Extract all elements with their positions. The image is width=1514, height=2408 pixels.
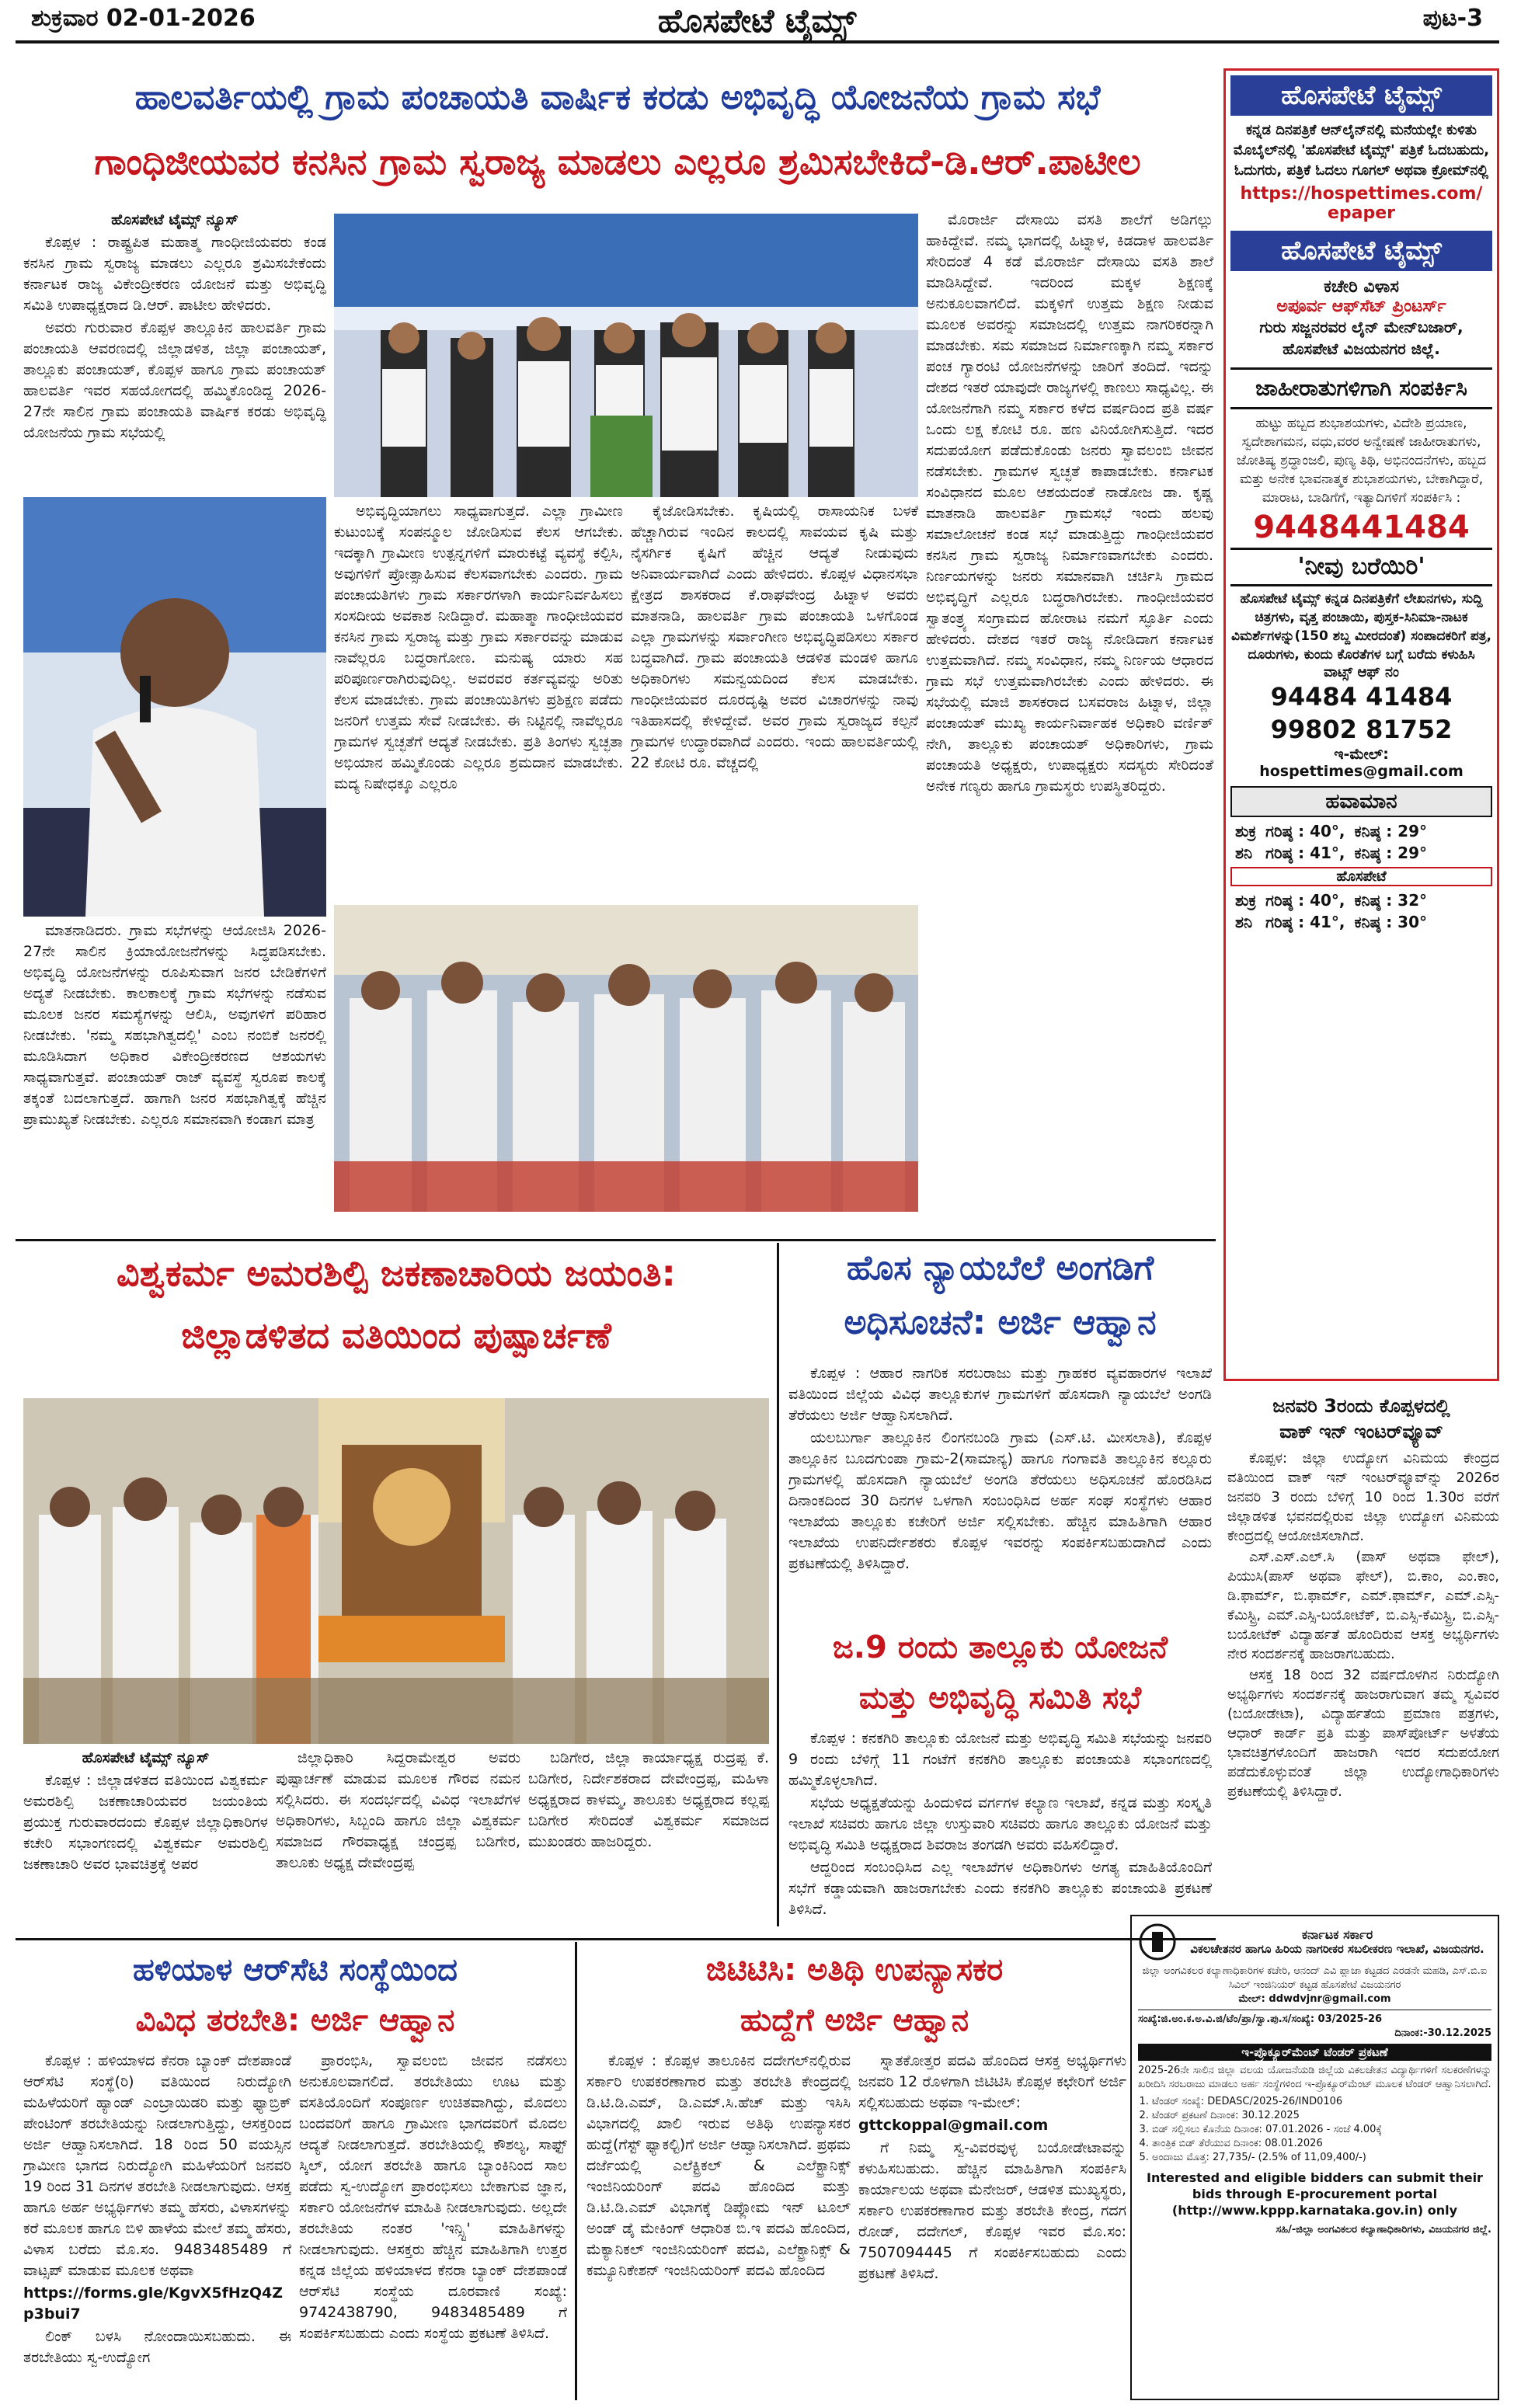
- column-divider: [575, 1942, 577, 2400]
- ads-title: ಜಾಹೀರಾತುಗಳಿಗಾಗಿ ಸಂಪರ್ಕಿಸಿ: [1230, 367, 1492, 409]
- taluk-para: ಆದ್ದರಿಂದ ಸಂಬಂಧಿಸಿದ ಎಲ್ಲ ಇಲಾಖೆಗಳ ಅಧಿಕಾರಿಗಳು ಅಗತ್ಯ ಮಾಹಿತಿಯೊಂದಿಗೆ ಸಭೆಗೆ ಕಡ್ಡಾಯವಾಗಿ ಹಾಜರಾಗಬೇಕು ಎಂದು ಕನಕಗಿರಿ ತಾಲ್ಲೂಕು ಪಂಚಾಯತಿ ಪ್ರಕಟಣೆ ತಿಳಿಸಿದೆ.: [788, 1859, 1212, 1918]
- whatsapp-label: ವಾಟ್ಸ್ ಆಫ್ ನಂ: [1324, 664, 1399, 680]
- gttc-para: ಗೆ ನಿಮ್ಮ ಸ್ವ-ವಿವರವುಳ್ಳ ಬಯೋಡೇಟಾವನ್ನು ಕಳುಹಿಸಬಹುದು. ಹೆಚ್ಚಿನ ಮಾಹಿತಿಗಾಗಿ ಸಂಪರ್ಕಿಸಿ ಕಾರ್ಯಾಲಯ ಅಥವಾ ಮೆನೇಜರ್, ಆಡಳಿತ ಮುಖ್ಯಸ್ಥರು, ಸರ್ಕಾರಿ ಉಪಕರಣಾಗಾರ ಮತ್ತು ತರಬೇತಿ ಕೇಂದ್ರ, ಗದಗ ರೋಡ್, ದದೇಗಲ್, ಕೊಪ್ಪಳ ಇವರ ಮೊ.ಸಂ: 7507094445 ಗೆ ಸಂಪರ್ಕಿಸಬಹುದು ಎಂದು ಪ್ರಕಟಣೆ ತಿಳಿಸಿದೆ.: [858, 2139, 1126, 2282]
- govt-dept: ವಿಕಲಚೇತನರ ಹಾಗೂ ಹಿರಿಯ ನಾಗರೀಕರ ಸಬಲೀಕರಣ ಇಲಾಖೆ, ವಿಜಯನಗರ.: [1190, 1942, 1484, 1956]
- weather-min: ಕನಿಷ್ಠ : 29°: [1354, 844, 1427, 862]
- weather-title: ಹವಾಮಾನ: [1230, 786, 1492, 817]
- gttc-para: ಕೊಪ್ಪಳ : ಕೊಪ್ಪಳ ತಾಲೂಕಿನ ದದೇಗಲ್‌ನಲ್ಲಿರುವ ಸರ್ಕಾರಿ ಉಪಕರಣಾಗಾರ ಮತ್ತು ತರಬೇತಿ ಕೇಂದ್ರದಲ್ಲಿ ಡಿ.ಟಿ.ಡಿ.ಎಮ್, ಡಿ.ಎಮ್.ಸಿ.ಹೆಚ್ ಮತ್ತು ಇಸಿಸಿ ವಿಭಾಗದಲ್ಲಿ ಖಾಲಿ ಇರುವ ಅತಿಥಿ ಉಪನ್ಯಾಸಕರ ಹುದ್ದೆ(ಗೆಸ್ಟ್ ಫ್ಯಾಕಲ್ಟಿ)ಗೆ ಅರ್ಜಿ ಆಹ್ವಾನಿಸಲಾಗಿದೆ. ಪ್ರಥಮ ದರ್ಜೆಯಲ್ಲಿ ಎಲೆಕ್ಟ್ರಿಕಲ್ & ಎಲೆಕ್ಟ್ರಾನಿಕ್ಸ್ ಇಂಜಿನಿಯರಿಂಗ್ ಪದವಿ ಹೊಂದಿದ ಮತ್ತು ಡಿ.ಟಿ.ಡಿ.ಎಮ್ ವಿಭಾಗಕ್ಕೆ ಡಿಪ್ಲೋಮ ಇನ್ ಟೂಲ್ ಅಂಡ್ ಡೈ ಮೇಕಿಂಗ್ ಆಧಾರಿತ ಬಿ.ಇ ಪದವಿ ಹೊಂದಿದ, ಮೆಕ್ಯಾನಿಕಲ್ ಇಂಜಿನಿಯರಿಂಗ್ ಪದವಿ, ಎಲೆಕ್ಟ್ರಾನಿಕ್ಸ್ & ಕಮ್ಯೂನಿಕೇಶನ್ ಇಂಜಿನಿಯರಿಂಗ್ ಪದವಿ ಹೊಂದಿದ: [586, 2052, 851, 2279]
- page-number: ಪುಟ-3: [1422, 5, 1483, 32]
- vishwakarma-column-3: [528, 1748, 769, 1934]
- weather-row: [1230, 911, 1432, 933]
- rseti-column-2: [299, 2051, 567, 2400]
- column-divider: [777, 1243, 779, 1926]
- lead-column-1a: [23, 210, 326, 489]
- ration-para: ಕೊಪ್ಪಳ : ಆಹಾರ ನಾಗರಿಕ ಸರಬರಾಜು ಮತ್ತು ಗ್ರಾಹಕರ ವ್ಯವಹಾರಗಳ ಇಲಾಖೆ ವತಿಯಿಂದ ಜಿಲ್ಲೆಯ ವಿವಿಧ ತಾಲ್ಲೂಕುಗಳ ಗ್ರಾಮಗಳಿಗೆ ಹೊಸದಾಗಿ ನ್ಯಾಯಬೆಲೆ ಅಂಗಡಿ ತೆರೆಯಲು ಅರ್ಜಿ ಆಹ್ವಾನಿಸಲಾಗಿದೆ.: [788, 1365, 1212, 1424]
- rseti-para: ಕೊಪ್ಪಳ : ಹಳಿಯಾಳದ ಕೆನರಾ ಬ್ಯಾಂಕ್ ದೇಶಪಾಂಡೆ ಆರ್‌ಸೆಟಿ ಸಂಸ್ಥೆ(ರಿ) ವತಿಯಿಂದ ನಿರುದ್ಯೋಗಿ ಮಹಿಳೆಯರಿಗೆ ಹ್ಯಾಂಡ್ ಎಂಬ್ರಾಯಿಡರಿ ಮತ್ತು ಫ್ಯಾಬ್ರಿಕ್ ಪೇಂಟಿಂಗ್ ತರಬೇತಿಯನ್ನು ನೀಡಲಾಗುತ್ತಿದ್ದು, ಆಸಕ್ತರಿಂದ ಅರ್ಜಿ ಆಹ್ವಾನಿಸಲಾಗಿದೆ. 18 ರಿಂದ 50 ವಯಸ್ಸಿನ ಗ್ರಾಮೀಣ ಭಾಗದ ನಿರುದ್ಯೋಗಿ ಮಹಿಳೆಯರಿಗೆ ಜನವರಿ 19 ರಿಂದ 31 ದಿನಗಳ ತರಬೇತಿ ನೀಡಲಾಗುವುದು. ಆಸಕ್ತ ಹಾಗೂ ಅರ್ಹ ಅಭ್ಯರ್ಥಿಗಳು ತಮ್ಮ ಹೆಸರು, ವಿಳಾಸಗಳನ್ನು ಕರೆ ಮೂಲಕ ಹಾಗೂ ಬಿಳಿ ಹಾಳೆಯ ಮೇಲೆ ತಮ್ಮ ಹೆಸರು, ವಿಳಾಸ ಬರೆದು ಮೊ.ಸಂ. 9483485489 ಗೆ ವಾಟ್ಸಪ್ ಮಾಡುವ ಮೂಲಕ ಅಥವಾ: [23, 2052, 291, 2279]
- printers-name: ಅಪೂರ್ವ ಆಫ್‌ಸೆಟ್ ಪ್ರಿಂಟರ್ಸ್: [1276, 297, 1446, 316]
- walkin-para: ಆಸಕ್ತ 18 ರಿಂದ 32 ವರ್ಷದೊಳಗಿನ ನಿರುದ್ಯೋಗಿ ಅಭ್ಯರ್ಥಿಗಳು ಸಂದರ್ಶನಕ್ಕೆ ಹಾಜರಾಗುವಾಗ ತಮ್ಮ ಸ್ವವಿವರ (ಬಯೋಡೇಟಾ), ವಿದ್ಯಾರ್ಹತೆಯ ಪ್ರಮಾಣ ಪತ್ರಗಳು, ಆಧಾರ್ ಕಾರ್ಡ್ ಪ್ರತಿ ಮತ್ತು ಪಾಸ್‌ಪೋರ್ಟ್ ಅಳತೆಯ ಭಾವಚಿತ್ರಗಳೊಂದಿಗೆ ಹಾಜರಾಗಿ ಇದರ ಸದುಪಯೋಗ ಪಡೆದುಕೊಳ್ಳುವಂತೆ ಜಿಲ್ಲಾ ಉದ್ಯೋಗಾಧಿಕಾರಿಗಳು ಪ್ರಕಟಣೆಯಲ್ಲಿ ತಿಳಿಸಿದ್ದಾರೆ.: [1227, 1667, 1499, 1800]
- write-text: ಹೊಸಪೇಟೆ ಟೈಮ್ಸ್ ಕನ್ನಡ ದಿನಪತ್ರಿಕೆಗೆ ಲೇಖನಗಳು, ಸುದ್ದಿ ಚಿತ್ರಗಳು, ವೃತ್ತ ಪಂಚಾಯಿ, ಪುಸ್ತಕ-ಸಿನಿಮಾ-ನಾಟಕ ವಿಮರ್ಶೆಗಳನ್ನು(150 ಶಬ್ದ ಮೀರದಂತೆ) ಸಂಪಾದಕರಿಗೆ ಪತ್ರ, ದೂರುಗಳು, ಕುಂದು ಕೊರತೆಗಳ ಬಗ್ಗೆ ಬರೆದು ಕಳುಹಿಸಿ: [1231, 591, 1491, 663]
- weather-max: ಗರಿಷ್ಠ : 40°,: [1265, 822, 1345, 840]
- govt-tender-sign: ಸಹಿ/-ಜಿಲ್ಲಾ ಅಂಗವಿಕಲರ ಕಲ್ಯಾಣಾಧಿಕಾರಿಗಳು, ವಿಜಯನಗರ ಜಿಲ್ಲೆ.: [1276, 2224, 1491, 2236]
- weather-row: [1230, 842, 1432, 864]
- walkin-body: [1227, 1449, 1499, 1911]
- office-label: ಕಚೇರಿ ವಿಳಾಸ: [1323, 277, 1399, 297]
- contact-email[interactable]: hospettimes@gmail.com: [1259, 763, 1464, 780]
- govt-tender-items: [1152, 2095, 1491, 2165]
- ads-text: ಹುಟ್ಟು ಹಬ್ಬದ ಶುಭಾಶಯಗಳು, ವಿದೇಶಿ ಪ್ರಯಾಣ, ಸ್ವದೇಶಾಗಮನ, ವಧು,ವರರ ಅನ್ವೇಷಣೆ ಜಾಹೀರಾತುಗಳು, ಜೋತಿಷ್ಯ ಶ್ರದ್ಧಾಂಜಲಿ, ಪುಣ್ಯ ತಿಥಿ, ಅಭಿನಂದನೆಗಳು, ಹಬ್ಬದ ಮತ್ತು ಅನೇಕ ಭಾವನಾತ್ಮಕ ಶುಭಾಶಯಗಳು, ಬೇಕಾಗಿದ್ದಾರೆ, ಮಾರಾಟ, ಬಾಡಿಗೆಗೆ, ಇತ್ಯಾದಿಗಳಿಗೆ ಸಂಪರ್ಕಿಸಿ :: [1236, 416, 1487, 506]
- write-title: 'ನೀವು ಬರೆಯಿರಿ': [1230, 550, 1492, 586]
- vishwakarma-para: ಜಿಲ್ಲಾಧಿಕಾರಿ ಸಿದ್ದರಾಮೇಶ್ವರ ಅವರು ಪುಷ್ಪಾರ್ಚಣೆ ಮಾಡುವ ಮೂಲಕ ಗೌರವ ನಮನ ಸಲ್ಲಿಸಿದರು. ಈ ಸಂದರ್ಭದಲ್ಲಿ ವಿವಿಧ ಇಲಾಖೆಗಳ ಅಧಿಕಾರಿಗಳು, ಸಿಬ್ಬಂದಿ ಹಾಗೂ ಜಿಲ್ಲಾ ವಿಶ್ವಕರ್ಮ ಸಮಾಜದ ಗೌರವಾಧ್ಯಕ್ಷ ಚಂದ್ರಪ್ಪ ಬಡಿಗೇರ, ತಾಲೂಕು ಅಧ್ಯಕ್ಷ ದೇವೇಂದ್ರಪ್ಪ: [276, 1749, 520, 1871]
- sidebar-brand-banner-2: ಹೊಸಪೇಟೆ ಟೈಮ್ಸ್: [1230, 231, 1492, 271]
- vishwakarma-para: ಬಡಿಗೇರ, ಜಿಲ್ಲಾ ಕಾರ್ಯಾಧ್ಯಕ್ಷ ರುದ್ರಪ್ಪ ಕೆ. ಬಡಿಗೇರ, ನಿರ್ದೇಶಕರಾದ ದೇವೇಂದ್ರಪ್ಪ, ಮಹಿಳಾ ಅಧ್ಯಕ್ಷರಾದ ಕಾಳಮ್ಮ, ತಾಲೂಕು ಅಧ್ಯಕ್ಷರಾದ ಕಲ್ಲಪ್ಪ ಬಡಿಗೇರ ಸೇರಿದಂತೆ ವಿಶ್ವಕರ್ಮ ಸಮಾಜದ ಮುಖಂಡರು ಹಾಜರಿದ್ದರು.: [528, 1749, 769, 1850]
- photo-audience: [334, 905, 918, 1212]
- rseti-para: ಪ್ರಾರಂಭಿಸಿ, ಸ್ವಾವಲಂಬಿ ಜೀವನ ನಡೆಸಲು ಅನುಕೂಲವಾಗಲಿದೆ. ತರಬೇತಿಯು ಊಟ ಮತ್ತು ವಸತಿಯೊಂದಿಗೆ ಸಂಪೂರ್ಣ ಉಚಿತವಾಗಿದ್ದು, ಮೊದಲು ಬಂದವರಿಗೆ ಹಾಗೂ ಗ್ರಾಮೀಣ ಭಾಗದವರಿಗೆ ಮೊದಲ ಆದ್ಯತೆ ನೀಡಲಾಗುತ್ತದೆ. ತರಬೇತಿಯಲ್ಲಿ ಕೌಶಲ್ಯ, ಸಾಫ್ಟ್ ಸ್ಕಿಲ್, ಯೋಗ ತರಬೇತಿ ಹಾಗೂ ಬ್ಯಾಂಕಿನಿಂದ ಸಾಲ ಪಡೆದು ಸ್ವ-ಉದ್ಯೋಗ ಪ್ರಾರಂಭಿಸಲು ಬೇಕಾಗುವ ಜ್ಞಾನ, ಸರ್ಕಾರಿ ಯೋಜನೆಗಳ ಮಾಹಿತಿ ನೀಡಲಾಗುವುದು. ಅಲ್ಲದೇ ತರಬೇತಿಯ ನಂತರ 'ಇನ್ಸ್ಟಿ' ಮಾಹಿತಿಗಳನ್ನು ನೀಡಲಾಗುವುದು. ಆಸಕ್ತರು ಹೆಚ್ಚಿನ ಮಾಹಿತಿಗಾಗಿ ಉತ್ತರ ಕನ್ನಡ ಜಿಲ್ಲೆಯ ಹಳಿಯಾಳದ ಕೆನರಾ ಬ್ಯಾಂಕ್ ದೇಶಪಾಂಡೆ ಆರ್‌ಸೆಟಿ ಸಂಸ್ಥೆಯ ದೂರವಾಣಿ ಸಂಖ್ಯೆ: 9742438790, 9483485489 ಗೆ ಸಂಪರ್ಕಿಸಬಹುದು ಎಂದು ಸಂಸ್ಥೆಯ ಪ್ರಕಟಣೆ ತಿಳಿಸಿದೆ.: [299, 2052, 567, 2342]
- gttc-column-1: [586, 2051, 851, 2400]
- govt-name: ಕರ್ನಾಟಕ ಸರ್ಕಾರ: [1301, 1927, 1373, 1942]
- whatsapp-phone-2: 99802 81752: [1270, 715, 1453, 744]
- lead-para: ಕೈಜೋಡಿಸಬೇಕು. ಕೃಷಿಯಲ್ಲಿ ರಾಸಾಯನಿಕ ಬಳಕೆ ಹೆಚ್ಚಾಗಿರುವ ಇಂದಿನ ಕಾಲದಲ್ಲಿ ಸಾವಯವ ಕೃಷಿ ಮತ್ತು ನೈಸರ್ಗಿಕ ಕೃಷಿಗೆ ಹೆಚ್ಚಿನ ಆದ್ಯತೆ ನೀಡುವುದು ಅನಿವಾರ್ಯವಾಗಿದೆ ಎಂದು ಹೇಳಿದರು. ಕೊಪ್ಪಳ ವಿಧಾನಸಭಾ ಕ್ಷೇತ್ರದ ಶಾಸಕರಾದ ಕೆ.ರಾಘವೇಂದ್ರ ಹಿಟ್ನಾಳ ಅವರು ಮಾತನಾಡಿ, ಹಾಲವರ್ತಿ ಗ್ರಾಮ ಪಂಚಾಯತಿ ಒಳಗೊಂಡ ಎಲ್ಲಾ ಗ್ರಾಮಗಳನ್ನು ಸರ್ವಾಂಗೀಣ ಅಭಿವೃದ್ಧಿಪಡಿಸಲು ಸರ್ಕಾರ ಬದ್ಧವಾಗಿದೆ. ಗ್ರಾಮ ಪಂಚಾಯತಿ ಆಡಳಿತ ಮಂಡಳಿ ಹಾಗೂ ಅಧಿಕಾರಿಗಳು ಸಮನ್ವಯದಿಂದ ಕೆಲಸ ಮಾಡಬೇಕು. ಗಾಂಧೀಜಿಯವರ ದೂರದೃಷ್ಟಿ ಅವರ ವಿಚಾರಗಳನ್ನು ನಾವು ಇತಿಹಾಸದಲ್ಲಿ ಕೇಳಿದ್ದೇವೆ. ಅವರ ಗ್ರಾಮ ಸ್ವರಾಜ್ಯದ ಕಲ್ಪನೆ ಗ್ರಾಮಗಳ ಉದ್ಧಾರವಾಗಿದೆ ಎಂದರು. ಇಂದು ಹಾಲವರ್ತಿಯಲ್ಲಿ 22 ಕೋಟಿ ರೂ. ವೆಚ್ಚದಲ್ಲಿ: [631, 503, 918, 771]
- vishwakarma-column-1: [23, 1748, 268, 1934]
- govt-tender-title: ಇ-ಪ್ರೊಕ್ಯೂರ್‌ಮೆಂಟ್ ಟೆಂಡರ್ ಪ್ರಕಟಣೆ: [1138, 2044, 1491, 2061]
- office-address: ಗುರು ಸಜ್ಜನರವರ ಲೈನ್ ಮೇನ್‌ಬಜಾರ್, ಹೊಸಪೇಟೆ ವಿಜಯನಗರ ಜಿಲ್ಲೆ.: [1259, 318, 1464, 358]
- lead-para: ಅಭಿವೃದ್ಧಿಯಾಗಲು ಸಾಧ್ಯವಾಗುತ್ತದೆ. ಎಲ್ಲಾ ಗ್ರಾಮೀಣ ಕುಟುಂಬಕ್ಕೆ ಸಂಪನ್ಮೂಲ ಜೋಡಿಸುವ ಕೆಲಸ ಆಗಬೇಕು. ಇದಕ್ಕಾಗಿ ಗ್ರಾಮೀಣ ಉತ್ಪನ್ನಗಳಿಗೆ ಮಾರುಕಟ್ಟೆ ವ್ಯವಸ್ಥೆ ಕಲ್ಪಿಸಿ, ಅವುಗಳಿಗೆ ಪ್ರೋತ್ಸಾಹಿಸುವ ಕೆಲಸವಾಗಬೇಕು ಎಂದರು. ಗ್ರಾಮ ಪಂಚಾಯತಿಗಳು ಗ್ರಾಮ ಸರ್ಕಾರಗಳಾಗಿ ಕಾರ್ಯನಿರ್ವಹಿಸಲು ಸಂಸದೀಯ ಅವಕಾಶ ನೀಡಿದ್ದಾರೆ. ಮಹಾತ್ಮಾ ಗಾಂಧೀಜಿಯವರ ಕನಸಿನ ಗ್ರಾಮ ಸ್ವರಾಜ್ಯ ಮತ್ತು ಗ್ರಾಮ ಸರ್ಕಾರವನ್ನು ಮಾಡುವ ನಾವೆಲ್ಲರೂ ಬದ್ಧರಾಗೋಣ. ಮನುಷ್ಯ ಯಾರು ಸಹ ಪರಿಪೂರ್ಣರಾಗಿರುವುದಿಲ್ಲ. ಅವರವರ ಕರ್ತವ್ಯವನ್ನು ಅರಿತು ಕೆಲಸ ಮಾಡಬೇಕು. ಗ್ರಾಮ ಪಂಚಾಯಿತಿಗಳು ಪ್ರಶಿಕ್ಷಣ ಪಡೆದು ಜನರಿಗೆ ಉತ್ತಮ ಸೇವೆ ನೀಡಬೇಕು. ಈ ನಿಟ್ಟಿನಲ್ಲಿ ನಾವೆಲ್ಲರೂ ಗ್ರಾಮಗಳ ಸ್ವಚ್ಛತೆಗೆ ಆದ್ಯತೆ ನೀಡಬೇಕು. ಪ್ರತಿ ತಿಂಗಳು ಸ್ವಚ್ಛತಾ ಅಭಿಯಾನ ಹಮ್ಮಿಕೊಂಡು ಎಲ್ಲರೂ ಶ್ರಮದಾನ ಮಾಡಬೇಕು. ಮದ್ಯ ನಿಷೇಧಕ್ಕೂ ಎಲ್ಲರೂ: [334, 503, 623, 792]
- epaper-text: ಕನ್ನಡ ದಿನಪತ್ರಿಕೆ ಆನ್‌ಲೈನ್‌ನಲ್ಲಿ ಮನೆಯಲ್ಲೇ ಕುಳಿತು ಮೊಬೈಲ್‌ನಲ್ಲಿ 'ಹೊಸಪೇಟೆ ಟೈಮ್ಸ್' ಪತ್ರಿಕೆ ಓದಬಹುದು, ಓದುಗರು, ಪತ್ರಿಕೆ ಓದಲು ಗೂಗಲ್ ಅಥವಾ ಕ್ರೋಮ್‌ನಲ್ಲಿ: [1233, 122, 1490, 179]
- gttc-headline-1: ಜಿಟಿಟಿಸಿ: ಅತಿಥಿ ಉಪನ್ಯಾಸಕರ: [705, 1952, 1004, 1988]
- govt-tender-body: 2025-26ನೇ ಸಾಲಿನ ಜಿಲ್ಲಾ ವಲಯ ಯೋಜನೆಯಡಿ ಜಿಲ್ಲೆಯ ವಿಕಲಚೇತನ ವಿದ್ಯಾರ್ಥಿಗಳಿಗೆ ಸಲಕರಣೆಗಳನ್ನು ಖರೀದಿಸಿ ಸರಬರಾಜು ಮಾಡಲು ಅರ್ಹ ಸಂಸ್ಥೆಗಳಿಂದ ಇ-ಪ್ರೊಕ್ಯೂರ್‌ಮೆಂಟ್ ಮೂಲಕ ಟೆಂಡರ್ ಆಹ್ವಾನಿಸಲಾಗಿದೆ.: [1138, 2065, 1491, 2090]
- taluk-para: ಸಭೆಯ ಅಧ್ಯಕ್ಷತೆಯನ್ನು ಹಿಂದುಳಿದ ವರ್ಗಗಳ ಕಲ್ಯಾಣ ಇಲಾಖೆ, ಕನ್ನಡ ಮತ್ತು ಸಂಸ್ಕೃತಿ ಇಲಾಖೆ ಸಚಿವರು ಹಾಗೂ ಜಿಲ್ಲಾ ಉಸ್ತುವಾರಿ ಸಚಿವರು ಹಾಗೂ ತಾಲ್ಲೂಕು ಯೋಜನೆ ಮತ್ತು ಅಭಿವೃದ್ಧಿ ಸಮಿತಿ ಅಧ್ಯಕ್ಷರಾದ ಶಿವರಾಜ ತಂಗಡಗಿ ಅವರು ವಹಿಸಲಿದ್ದಾರೆ.: [788, 1794, 1212, 1853]
- vishwakarma-headline-2: ಜಿಲ್ಲಾಡಳಿತದ ವತಿಯಿಂದ ಪುಷ್ಪಾರ್ಚಣೆ: [181, 1314, 611, 1356]
- weather-row: [1230, 820, 1432, 842]
- weather-day: ಶುಕ್ರ: [1235, 891, 1257, 910]
- taluk-headline-1: ಜ.9 ರಂದು ತಾಲ್ಲೂಕು ಯೋಜನೆ: [832, 1630, 1168, 1665]
- rseti-headline-1: ಹಳಿಯಾಳ ಆರ್‌ಸೆಟಿ ಸಂಸ್ಥೆಯಿಂದ: [133, 1952, 458, 1988]
- weather-table-2: [1230, 889, 1432, 933]
- section-divider: [16, 1239, 1216, 1241]
- walkin-para: ಎಸ್.ಎಸ್.ಎಲ್.ಸಿ (ಪಾಸ್ ಅಥವಾ ಫೇಲ್), ಪಿಯುಸಿ(ಪಾಸ್ ಅಥವಾ ಫೇಲ್), ಬಿ.ಕಾಂ, ಎಂ.ಕಾಂ, ಡಿ.ಫಾರ್ಮ್, ಬಿ.ಫಾರ್ಮ್, ಎಮ್.ಫಾರ್ಮ್, ಎಮ್.ಎಸ್ಸಿ-ಕೆಮಿಸ್ಟ್ರಿ, ಎಮ್.ಎಸ್ಸಿ-ಬಯೋಟೆಕ್, ಬಿ.ಎಸ್ಸಿ-ಕೆಮಿಸ್ಟ್ರಿ, ಬಿ.ಎಸ್ಸಿ-ಬಯೋಟೆಕ್ ವಿದ್ಯಾರ್ಹತೆ ಹೊಂದಿರುವ ಆಸಕ್ತ ಅಭ್ಯರ್ಥಿಗಳು ನೇರ ಸಂದರ್ಶನಕ್ಕೆ ಹಾಜರಾಗಬಹುದು.: [1227, 1549, 1499, 1662]
- walkin-para: ಕೊಪ್ಪಳ: ಜಿಲ್ಲಾ ಉದ್ಯೋಗ ವಿನಿಮಯ ಕೇಂದ್ರದ ವತಿಯಿಂದ ವಾಕ್ ಇನ್ ಇಂಟರ್‌ವ್ಯೂವ್‌ನ್ನು 2026ರ ಜನವರಿ 3 ರಂದು ಬೆಳಿಗ್ಗೆ 10 ರಿಂದ 1.30ರ ವರೆಗೆ ಜಿಲ್ಲಾಡಳಿತ ಭವನದಲ್ಲಿರುವ ಜಿಲ್ಲಾ ಉದ್ಯೋಗ ವಿನಿಮಯ ಕೇಂದ್ರದಲ್ಲಿ ಆಯೋಜಿಸಲಾಗಿದೆ.: [1227, 1450, 1499, 1544]
- weather-city: ಹೊಸಪೇಟೆ: [1230, 867, 1492, 886]
- photo-speaker: [23, 497, 326, 917]
- weather-min: ಕನಿಷ್ಠ : 30°: [1354, 913, 1427, 931]
- govt-tender-item: 1. ಟೆಂಡರ್ ಸಂಖ್ಯೆ: DEDASC/2025-26/IND0106: [1152, 2095, 1491, 2109]
- rseti-column-1: [23, 2051, 291, 2400]
- govt-ref: ಸಂಖ್ಯೆ:ಜಿ.ಅಂ.ಕ.ಅ.ವಿ.ಜಿ/ಟೆಂ/ಪ್ರಾ/ಸ್ವಾ.ಪು.ಸ/ಸಂಖ್ಯೆ: 03/2025-26: [1138, 2013, 1383, 2025]
- epaper-label[interactable]: epaper: [1327, 204, 1396, 223]
- gttc-para: ಸ್ನಾತಕೋತ್ತರ ಪದವಿ ಹೊಂದಿದ ಆಸಕ್ತ ಅಭ್ಯರ್ಥಿಗಳು ಜನವರಿ 12 ರೊಳಗಾಗಿ ಜಿಟಿಟಿಸಿ ಕೊಪ್ಪಳ ಕಛೇರಿಗೆ ಅರ್ಜಿ ಸಲ್ಲಿಸಬಹುದು ಅಥವಾ ಇ-ಮೇಲ್:: [858, 2052, 1126, 2111]
- ration-para: ಯಲಬುರ್ಗಾ ತಾಲ್ಲೂಕಿನ ಲಿಂಗನಬಂಡಿ ಗ್ರಾಮ (ಎಸ್.ಟಿ. ಮೀಸಲಾತಿ), ಕೊಪ್ಪಳ ತಾಲ್ಲೂಕಿನ ಬೂದಗುಂಪಾ ಗ್ರಾಮ-2(ಸಾಮಾನ್ಯ) ಹಾಗೂ ಗಂಗಾವತಿ ತಾಲ್ಲೂಕಿನ ಕಲ್ಲೂರು ಗ್ರಾಮಗಳಲ್ಲಿ ಹೊಸದಾಗಿ ನ್ಯಾಯಬೆಲೆ ಅಂಗಡಿ ತೆರೆಯಲು ಅಧಿಸೂಚನೆ ಹೊರಡಿಸಿದ ದಿನಾಂಕದಿಂದ 30 ದಿನಗಳ ಒಳಗಾಗಿ ಸಂಬಂಧಿಸಿದ ಅರ್ಹ ಸಂಘ ಸಂಸ್ಥೆಗಳು ಆಹಾರ ಇಲಾಖೆಯ ತಾಲ್ಲೂಕು ಕಚೇರಿಗೆ ಅರ್ಜಿ ಸಲ್ಲಿಸಬೇಕು. ಹೆಚ್ಚಿನ ಮಾಹಿತಿಗಾಗಿ ಆಹಾರ ಇಲಾಖೆಯ ಉಪನಿರ್ದೇಶಕರು ಕೊಪ್ಪಳ ಇವರನ್ನು ಸಂಪರ್ಕಿಸಬಹುದಾಗಿದೆ ಎಂದು ಪ್ರಕಟಣೆಯಲ್ಲಿ ತಿಳಿಸಿದ್ದಾರೆ.: [788, 1429, 1212, 1572]
- weather-day: ಶುಕ್ರ: [1235, 822, 1257, 840]
- email-label: ಇ-ಮೇಲ್:: [1334, 746, 1389, 763]
- lead-para: ಮಾತನಾಡಿದರು. ಗ್ರಾಮ ಸಭೆಗಳನ್ನು ಆಯೋಜಿಸಿ 2026-27ನೇ ಸಾಲಿನ ಕ್ರಿಯಾಯೋಜನೆಗಳನ್ನು ಸಿದ್ಧಪಡಿಸಬೇಕು. ಅಭಿವೃದ್ಧಿ ಯೋಜನೆಗಳನ್ನು ರೂಪಿಸುವಾಗ ಜನರ ಬೇಡಿಕೆಗಳಿಗೆ ಅದ್ಯತೆ ನೀಡಬೇಕು. ಕಾಲಕಾಲಕ್ಕೆ ಗ್ರಾಮ ಸಭೆಗಳನ್ನು ನಡೆಸುವ ಮೂಲಕ ಜನರ ಸಮಸ್ಯೆಗಳನ್ನು ಆಲಿಸಿ, ಅವುಗಳಿಗೆ ಪರಿಹಾರ ನೀಡಬೇಕು. 'ನಮ್ಮ ಸಹಭಾಗಿತ್ವದಲ್ಲಿ' ಎಂಬ ನಂಬಿಕೆ ಜನರಲ್ಲಿ ಮೂಡಿಸಿದಾಗ ಅಧಿಕಾರ ವಿಕೇಂದ್ರೀಕರಣದ ಆಶಯಗಳು ಸಾಧ್ಯವಾಗುತ್ತವೆ. ಪಂಚಾಯತ್ ರಾಜ್ ವ್ಯವಸ್ಥೆ ಸ್ವರೂಪ ಕಾಲಕ್ಕೆ ತಕ್ಕಂತೆ ಬದಲಾಗುತ್ತದೆ. ಹಾಗಾಗಿ ಜನರ ಸಹಭಾಗಿತ್ವಕ್ಕೆ ಹೆಚ್ಚಿನ ಪ್ರಾಮುಖ್ಯತೆ ನೀಡಬೇಕು. ಎಲ್ಲರೂ ಸಮಾನವಾಗಿ ಕಂಡಾಗ ಮಾತ್ರ: [23, 922, 326, 1128]
- vishwakarma-para: ಕೊಪ್ಪಳ : ಜಿಲ್ಲಾಡಳಿತದ ವತಿಯಿಂದ ವಿಶ್ವಕರ್ಮ ಅಮರಶಿಲ್ಪಿ ಜಕಣಾಚಾರಿಯವರ ಜಯಂತಿಯ ಪ್ರಯುಕ್ತ ಗುರುವಾರದಂದು ಕೊಪ್ಪಳ ಜಿಲ್ಲಾಧಿಕಾರಿಗಳ ಕಚೇರಿ ಸಭಾಂಗಣದಲ್ಲಿ ವಿಶ್ವಕರ್ಮ ಅಮರಶಿಲ್ಪಿ ಜಕಣಾಚಾರಿ ಅವರ ಭಾವಚಿತ್ರಕ್ಕೆ ಅಪರ: [23, 1772, 268, 1873]
- weather-min: ಕನಿಷ್ಠ : 32°: [1354, 891, 1427, 910]
- gttc-email[interactable]: gttckoppal@gmail.com: [858, 2117, 1049, 2134]
- govt-email: ಮೇಲ್: ddwdvjnr@gmail.com: [1238, 1993, 1391, 2005]
- rseti-para: ಲಿಂಕ್ ಬಳಸಿ ನೋಂದಾಯಿಸಬಹುದು. ಈ ತರಬೇತಿಯು ಸ್ವ-ಉದ್ಯೋಗ: [23, 2328, 291, 2366]
- header-rule: [16, 40, 1499, 43]
- govt-tender-item: 2. ಟೆಂಡರ್ ಪ್ರಕಟಣೆ ದಿನಾಂಕ: 30.12.2025: [1152, 2109, 1491, 2123]
- photo-officials-stage: [334, 214, 918, 497]
- govt-tender-footer: Interested and eligible bidders can submit their bids through E-procurement portal (http://www.kppp.karnataka.gov.in) only: [1147, 2170, 1483, 2218]
- govt-tender-item: 4. ತಾಂತ್ರಿಕ ಬಿಡ್ ತೆರೆಯುವ ದಿನಾಂಕ: 08.01.2026: [1152, 2137, 1491, 2151]
- photo-vishwakarma-tribute: [23, 1398, 769, 1744]
- lead-kicker: ಹಾಲವರ್ತಿಯಲ್ಲಿ ಗ್ರಾಮ ಪಂಚಾಯತಿ ವಾರ್ಷಿಕ ಕರಡು ಅಭಿವೃದ್ಧಿ ಯೋಜನೆಯ ಗ್ರಾಮ ಸಭೆ: [134, 78, 1101, 117]
- vishwakarma-byline: ಹೊಸಪೇಟೆ ಟೈಮ್ಸ್ ನ್ಯೂಸ್: [82, 1749, 210, 1766]
- weather-row: [1230, 889, 1432, 911]
- weather-max: ಗರಿಷ್ಠ : 41°,: [1265, 913, 1345, 931]
- weather-max: ಗರಿಷ್ಠ : 41°,: [1265, 844, 1345, 862]
- issue-date: ಶುಕ್ರವಾರ 02-01-2026: [31, 5, 256, 32]
- weather-day: ಶನಿ: [1235, 913, 1253, 931]
- weather-min: ಕನಿಷ್ಠ : 29°: [1354, 822, 1427, 840]
- ration-body: [788, 1363, 1212, 1620]
- masthead: ಹೊಸಪೇಟೆ ಟೈಮ್ಸ್: [657, 2, 857, 40]
- govt-tender-item: 3. ಬಿಡ್ ಸಲ್ಲಿಸಲು ಕೊನೆಯ ದಿನಾಂಕ: 07.01.2026 - ಸಂಜೆ 4.00ಕ್ಕೆ: [1152, 2123, 1491, 2137]
- vishwakarma-column-2: [276, 1748, 520, 1934]
- govt-tender-item: 5. ಅಂದಾಜು ಮೊತ್ತ: 27,735/- (2.5% of 11,09,400/-): [1152, 2151, 1491, 2165]
- lead-column-3: [631, 501, 918, 889]
- lead-byline: ಹೊಸಪೇಟೆ ಟೈಮ್ಸ್ ನ್ಯೂಸ್: [111, 211, 238, 228]
- sidebar-panel: [1223, 68, 1499, 1381]
- lead-para: ಅವರು ಗುರುವಾರ ಕೊಪ್ಪಳ ತಾಲ್ಲೂಕಿನ ಹಾಲವರ್ತಿ ಗ್ರಾಮ ಪಂಚಾಯತಿ ಆವರಣದಲ್ಲಿ ಜಿಲ್ಲಾಡಳಿತ, ಜಿಲ್ಲಾ ಪಂಚಾಯತ್, ತಾಲ್ಲೂಕು ಪಂಚಾಯತ್, ಕೊಪ್ಪಳ ಹಾಗೂ ಗ್ರಾಮ ಪಂಚಾಯತ್ ಹಾಲವರ್ತಿ ಇವರ ಸಹಯೋಗದಲ್ಲಿ ಹಮ್ಮಿಕೊಂಡಿದ್ದ 2026-27ನೇ ಸಾಲಿನ ಗ್ರಾಮ ಪಂಚಾಯತಿ ವಾರ್ಷಿಕ ಕರಡು ಅಭಿವೃದ್ಧಿ ಯೋಜನೆಯ ಗ್ರಾಮ ಸಭೆಯಲ್ಲಿ: [23, 319, 326, 441]
- ration-headline-1: ಹೊಸ ನ್ಯಾಯಬೆಲೆ ಅಂಗಡಿಗೆ: [846, 1248, 1154, 1288]
- lead-headline: ಗಾಂಧಿಜೀಯವರ ಕನಸಿನ ಗ್ರಾಮ ಸ್ವರಾಜ್ಯ ಮಾಡಲು ಎಲ್ಲರೂ ಶ್ರಮಿಸಬೇಕಿದೆ-ಡಿ.ಆರ್.ಪಾಟೀಲ: [94, 141, 1141, 183]
- taluk-body: [788, 1728, 1212, 1934]
- whatsapp-phone-1: 94484 41484: [1270, 682, 1453, 712]
- contact-email-row: [1230, 746, 1492, 780]
- weather-table-1: [1230, 820, 1432, 864]
- gttc-column-2: [858, 2051, 1126, 2400]
- rseti-headline-2: ವಿವಿಧ ತರಬೇತಿ: ಅರ್ಜಿ ಆಹ್ವಾನ: [135, 2003, 455, 2038]
- govt-tender-notice: [1130, 1915, 1499, 2400]
- section-divider: [16, 1938, 1216, 1940]
- rseti-link[interactable]: https://forms.gle/KgvX5fHzQ4Zp3bui7: [23, 2284, 283, 2323]
- lead-para: ಕೊಪ್ಪಳ : ರಾಷ್ಟ್ರಪಿತ ಮಹಾತ್ಮ ಗಾಂಧೀಜಿಯವರು ಕಂಡ ಕನಸಿನ ಗ್ರಾಮ ಸ್ವರಾಜ್ಯ ಮಾಡಲು ಎಲ್ಲರೂ ಶ್ರಮಿಸಬೇಕೆಂದು ಕರ್ನಾಟಕ ರಾಜ್ಯ ವಿಕೇಂದ್ರೀಕರಣ ಯೋಜನೆ ಮತ್ತು ಅಭಿವೃದ್ಧಿ ಸಮಿತಿ ಉಪಾಧ್ಯಕ್ಷರಾದ ಡಿ.ಆರ್. ಪಾಟೀಲ ಹೇಳಿದರು.: [23, 234, 326, 314]
- weather-day: ಶನಿ: [1235, 844, 1253, 862]
- ration-headline-2: ಅಧಿಸೂಚನೆ: ಅರ್ಜಿ ಆಹ್ವಾನ: [844, 1303, 1157, 1342]
- lead-column-2: [334, 501, 623, 889]
- walkin-headline-2: ವಾಕ್ ಇನ್ ಇಂಟರ್‌ವ್ಯೂವ್: [1279, 1421, 1443, 1442]
- taluk-headline-2: ಮತ್ತು ಅಭಿವೃದ್ಧಿ ಸಮಿತಿ ಸಭೆ: [858, 1680, 1142, 1716]
- sidebar-brand-banner-1: ಹೊಸಪೇಟೆ ಟೈಮ್ಸ್: [1230, 75, 1492, 116]
- ads-phone: 9448441484: [1230, 507, 1492, 550]
- lead-column-4: [926, 210, 1213, 1235]
- walkin-headline-1: ಜನವರಿ 3ರಂದು ಕೊಪ್ಪಳದಲ್ಲಿ: [1272, 1395, 1450, 1417]
- vishwakarma-headline-1: ವಿಶ್ವಕರ್ಮ ಅಮರಶಿಲ್ಪಿ ಜಕಣಾಚಾರಿಯ ಜಯಂತಿ:: [117, 1252, 676, 1294]
- weather-max: ಗರಿಷ್ಠ : 40°,: [1265, 891, 1345, 910]
- taluk-para: ಕೊಪ್ಪಳ : ಕನಕಗಿರಿ ತಾಲ್ಲೂಕು ಯೋಜನೆ ಮತ್ತು ಅಭಿವೃದ್ಧಿ ಸಮಿತಿ ಸಭೆಯನ್ನು ಜನವರಿ 9 ರಂದು ಬೆಳಿಗ್ಗೆ 11 ಗಂಟೆಗೆ ಕನಕಗಿರಿ ತಾಲ್ಲೂಕು ಪಂಚಾಯತಿ ಸಭಾಂಗಣದಲ್ಲಿ ಹಮ್ಮಿಕೊಳ್ಳಲಾಗಿದೆ.: [788, 1730, 1212, 1789]
- lead-column-1c: [23, 920, 326, 1235]
- epaper-url[interactable]: https://hospettimes.com/: [1240, 184, 1483, 204]
- gttc-headline-2: ಹುದ್ದೆಗೆ ಅರ್ಜಿ ಆಹ್ವಾನ: [740, 2003, 969, 2038]
- lead-para: ಮೊರಾರ್ಜಿ ದೇಸಾಯಿ ವಸತಿ ಶಾಲೆಗೆ ಅಡಿಗಲ್ಲು ಹಾಕಿದ್ದೇವೆ. ನಮ್ಮ ಭಾಗದಲ್ಲಿ ಹಿಟ್ನಾಳ, ಕಿಡದಾಳ ಹಾಲವರ್ತಿ ಸೇರಿದಂತೆ 4 ಕಡೆ ಮೊರಾರ್ಜಿ ದೇಸಾಯಿ ವಸತಿ ಶಾಲೆ ಮಾಡಿಸಿದ್ದೇವೆ. ಇದರಿಂದ ಮಕ್ಕಳ ಶಿಕ್ಷಣಕ್ಕೆ ಅನುಕೂಲವಾಗಲಿದೆ. ಮಕ್ಕಳಿಗೆ ಉತ್ತಮ ಶಿಕ್ಷಣ ನೀಡುವ ಮೂಲಕ ಅವರನ್ನು ಸಮಾಜದಲ್ಲಿ ಉತ್ತಮ ನಾಗರಿಕರನ್ನಾಗಿ ಮಾಡಬೇಕು. ಸಮ ಸಮಾಜದ ನಿರ್ಮಾಣಕ್ಕಾಗಿ ನಮ್ಮ ಸರ್ಕಾರ ಪಂಚ ಗ್ಯಾರಂಟಿ ಯೋಜನೆಗಳನ್ನು ಜಾರಿಗೆ ತಂದಿದೆ. ಇದನ್ನು ದೇಶದ ಇತರೆ ಯಾವುದೇ ರಾಜ್ಯಗಳಲ್ಲಿ ಕಾಣಲು ಸಾಧ್ಯವಿಲ್ಲ. ಈ ಯೋಜನೆಗಾಗಿ ನಮ್ಮ ಸರ್ಕಾರ ಕಳೆದ ವರ್ಷದಿಂದ ಪ್ರತಿ ವರ್ಷ ಒಂದು ಲಕ್ಷ ಕೋಟಿ ರೂ. ಹಣ ವಿನಿಯೋಗಿಸುತ್ತಿದೆ. ಇದರ ಸದುಪಯೋಗ ಪಡೆದುಕೊಂಡು ಜನರು ಸ್ವಾವಲಂಬಿ ಜೀವನ ನಡೆಸಬೇಕು. ಗ್ರಾಮಗಳ ಸ್ವಚ್ಛತೆ ಕಾಪಾಡಬೇಕು. ಕರ್ನಾಟಕ ಸಂವಿಧಾನದ ಮೂಲ ಆಶಯದಂತೆ ನಾಡೋಜ ಡಾ. ಕೃಷ್ಣ ಮಾತನಾಡಿ ಹಾಲವರ್ತಿ ಗ್ರಾಮಸಭೆ ಇಂದು ಹಲವು ಸಮಾಲೋಚನೆ ಕಂಡ ಸಭೆ ಮಾಡುತ್ತಿದ್ದು ಗಾಂಧೀಜಿಯವರ ಕನಸಿನ ಗ್ರಾಮ ಸ್ವರಾಜ್ಯ ನಿರ್ಮಾಣವಾಗಬೇಕು ಎಂದರು. ನಿರ್ಣಯಗಳನ್ನು ಜನರು ಸಮಾನವಾಗಿ ಚರ್ಚಿಸಿ ಗ್ರಾಮದ ಅಭಿವೃದ್ಧಿಗೆ ಎಲ್ಲರೂ ಬದ್ಧರಾಗಿರಬೇಕು. ಗಾಂಧೀಜಿಯವರ ಸ್ವಾತಂತ್ರ್ಯ ಸಂಗ್ರಾಮದ ಹೋರಾಟ ನಮಗೆ ಸ್ಫೂರ್ತಿ ಎಂದು ಹೇಳಿದರು. ದೇಶದ ಇತರೆ ರಾಜ್ಯ ನೋಡಿದಾಗ ಕರ್ನಾಟಕ ಉತ್ತಮವಾಗಿದೆ. ನಮ್ಮ ಸಂವಿಧಾನ, ನಮ್ಮ ನಿರ್ಣಯ ಆಧಾರದ ಗ್ರಾಮ ಸಭೆ ಉತ್ತಮವಾಗಿರಬೇಕು ಎಂದು ಹೇಳಿದರು. ಈ ಸಭೆಯಲ್ಲಿ ಮಾಜಿ ಶಾಸಕರಾದ ಬಸವರಾಜ ಹಿಟ್ನಾಳ, ಜಿಲ್ಲಾ ಪಂಚಾಯತ್ ಮುಖ್ಯ ಕಾರ್ಯನಿರ್ವಾಹಕ ಅಧಿಕಾರಿ ವರ್ಣಿತ್ ನೇಗಿ, ತಾಲ್ಲೂಕು ಪಂಚಾಯತ್ ಅಧಿಕಾರಿಗಳು, ಗ್ರಾಮ ಪಂಚಾಯತಿ ಅಧ್ಯಕ್ಷರು, ಉಪಾಧ್ಯಕ್ಷರು ಸದಸ್ಯರು ಸೇರಿದಂತೆ ಅನೇಕ ಗಣ್ಯರು ಹಾಗೂ ಗ್ರಾಮಸ್ಥರು ಉಪಸ್ಥಿತರಿದ್ದರು.: [926, 211, 1213, 795]
- govt-date: ದಿನಾಂಕ:-30.12.2025: [1394, 2027, 1491, 2039]
- govt-emblem-icon: [1138, 1923, 1177, 1961]
- govt-office: ಜಿಲ್ಲಾ ಅಂಗವಿಕಲರ ಕಲ್ಯಾಣಾಧಿಕಾರಿಗಳ ಕಚೇರಿ, ಆನಂದ್ ಎವಿ ಪ್ಲಾಜಾ ಕಟ್ಟಡದ ಎರಡನೇ ಮಹಡಿ, ಎಸ್.ಬಿ.ಐ ಸಿವಿಲ್ ಇಂಜಿನಿಯರ್ ಕಟ್ಟಡ ಹೊಸಪೇಟೆ ವಿಜಯನಗರ: [1142, 1965, 1488, 1991]
